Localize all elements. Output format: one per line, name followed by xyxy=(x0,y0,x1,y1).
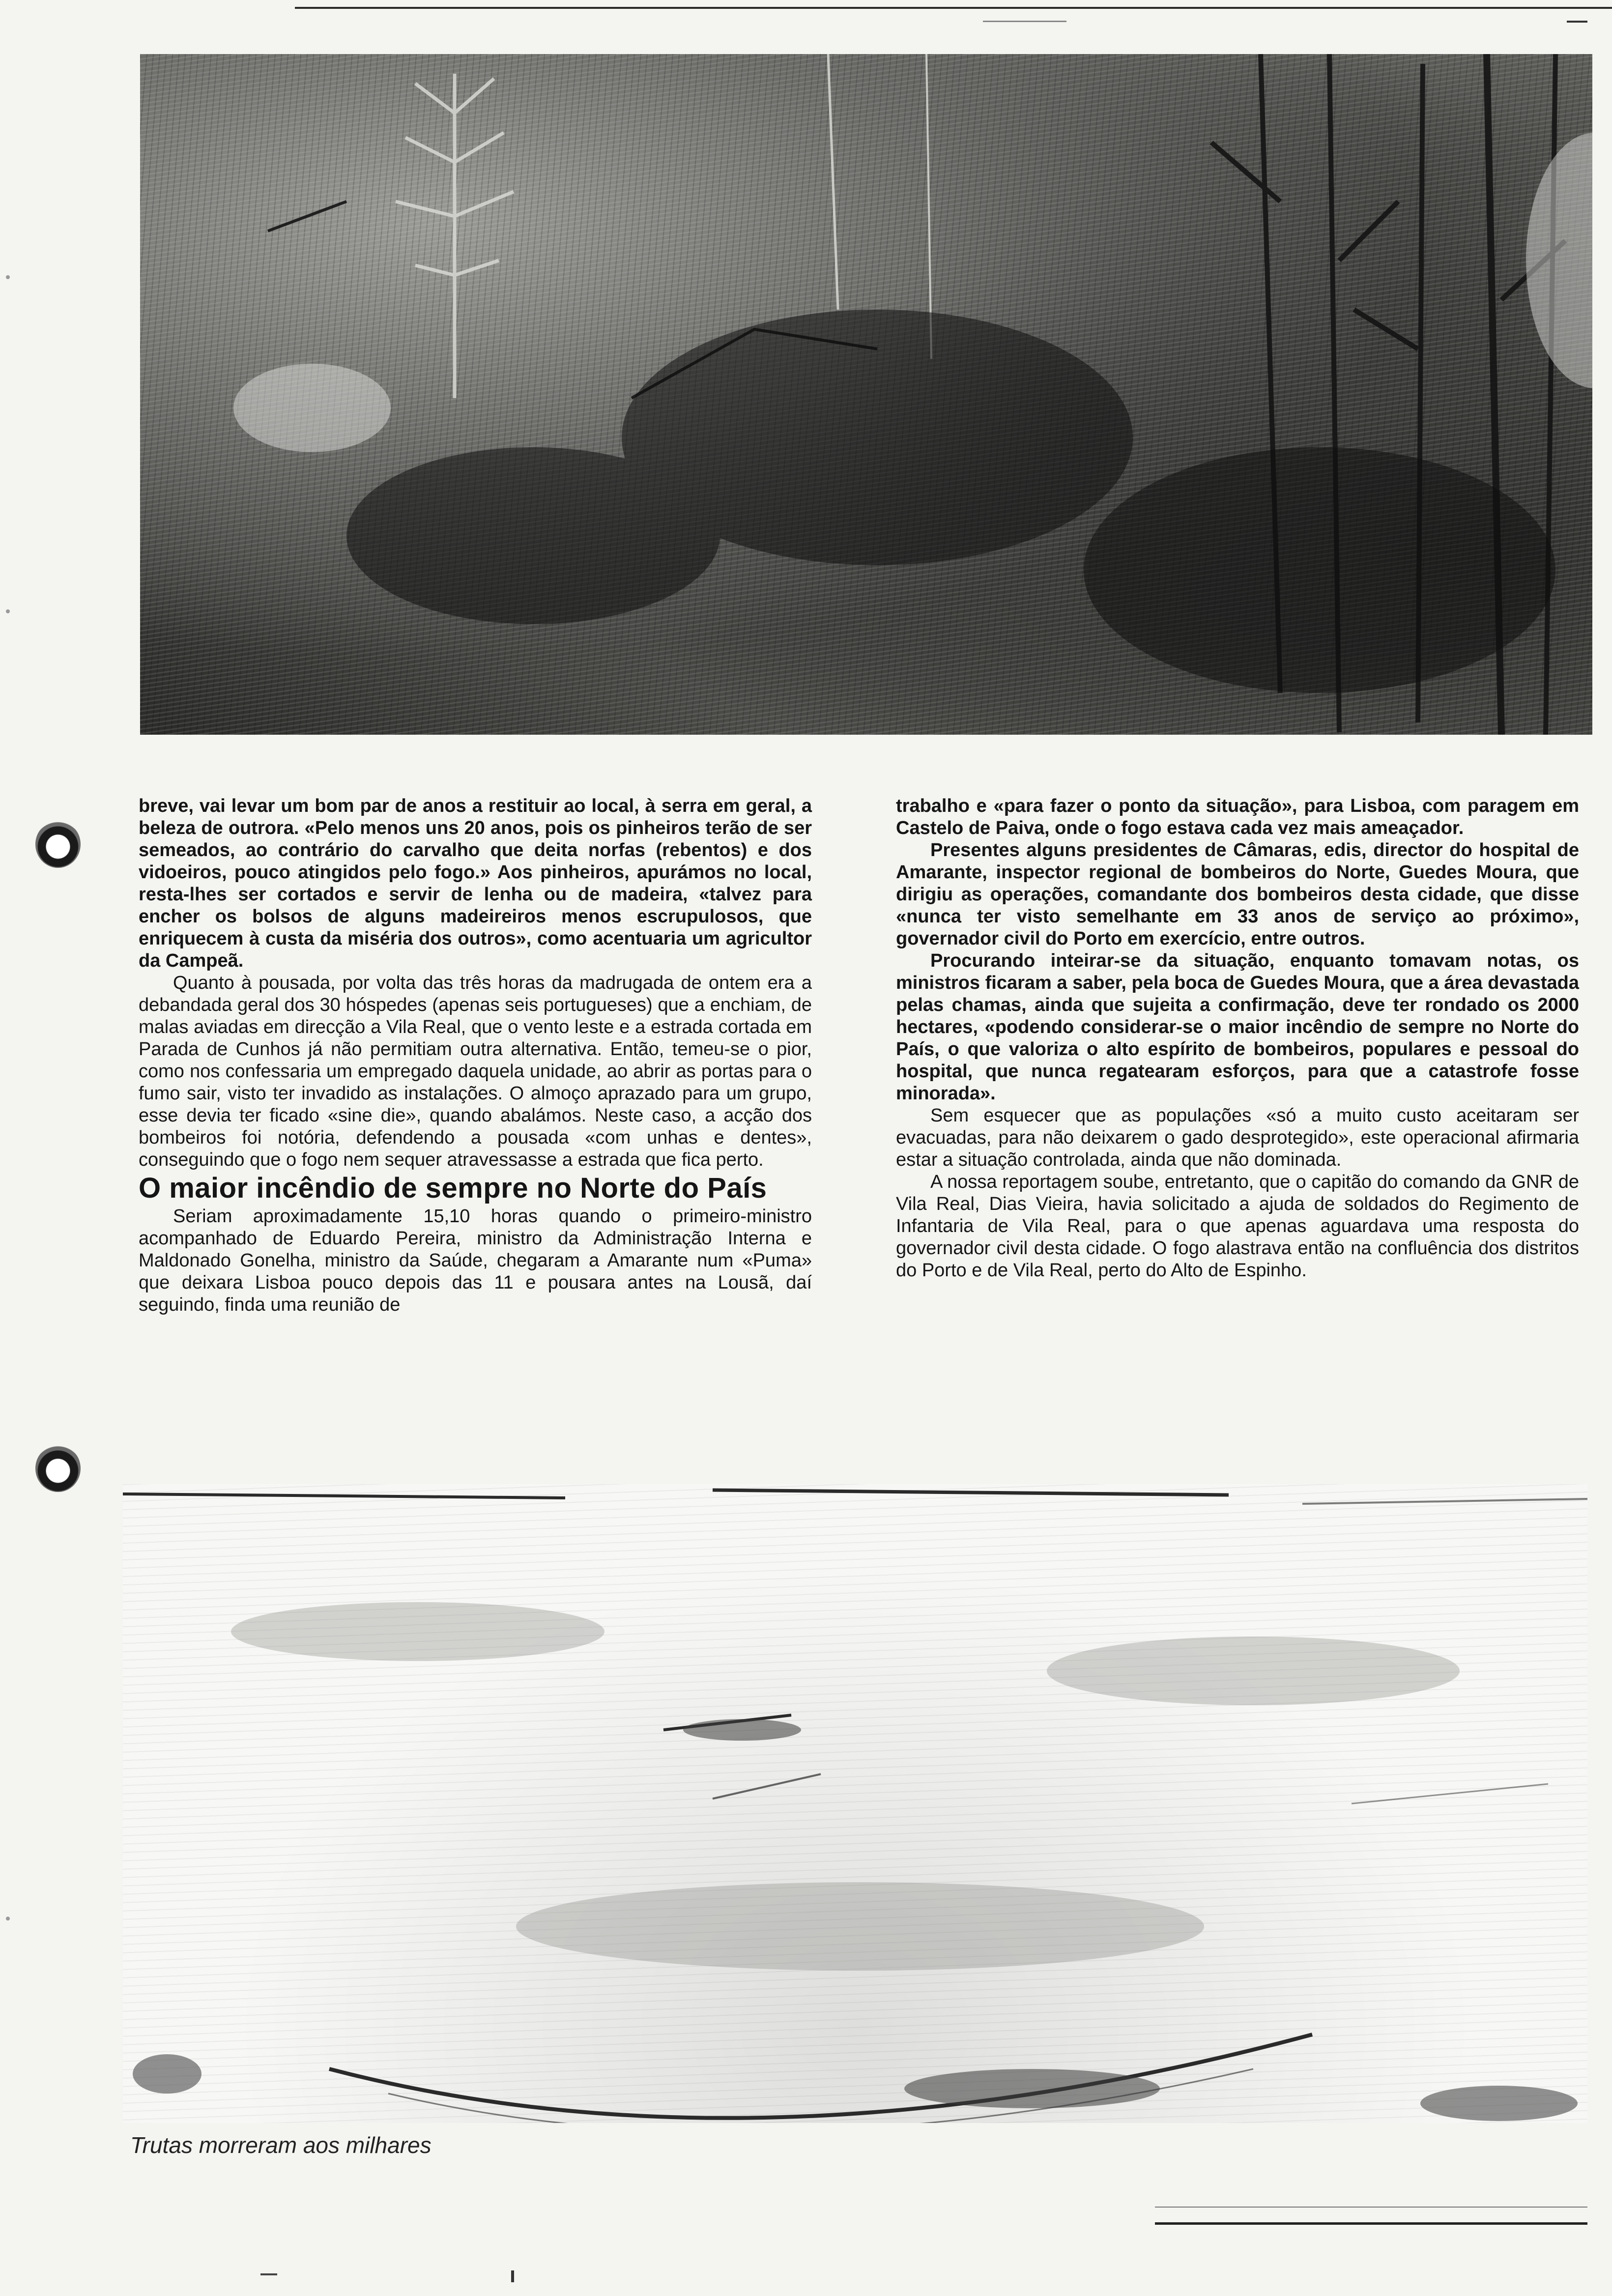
photo-caption: Trutas morreram aos milhares xyxy=(130,2132,432,2158)
paragraph: trabalho e «para fazer o ponto da situação», para Lisboa, com paragem em Castelo de Paiva, onde o fogo estava cada vez mais ameaçador. xyxy=(896,796,1579,838)
paragraph: Sem esquecer que as populações «só a muito custo aceitaram ser evacuadas, para não deixarem o gado desprotegido», este operacional afirmaria estar a situação controlada, ainda que não dominada. xyxy=(896,1105,1579,1170)
forest-photo-drawing xyxy=(140,54,1592,735)
punch-hole-lower xyxy=(35,1445,81,1492)
scan-speck xyxy=(6,1917,10,1921)
scan-top-mark xyxy=(983,21,1066,22)
paragraph: Seriam aproximadamente 15,10 horas quando o primeiro-ministro acompanhado de Eduardo Pereira, ministro da Administração Interna e Maldonado Gonelha, ministro da Saúde, chegaram a Amarante num «Puma» que deixara Lisboa pouco depois das 11 e pousara antes na Lousã, daí seguindo, finda uma reunião de xyxy=(139,1206,812,1315)
paragraph: Presentes alguns presidentes de Câmaras, edis, director do hospital de Amarante, inspector regional de bombeiros do Norte, Guedes Moura, que dirigiu as operações, comandante dos bombeiros desta cidade, que disse «nunca ter visto semelhante em 33 anos de serviço ao próximo», governador civil do Porto em exercício, entre outros. xyxy=(896,840,1579,949)
scan-speck xyxy=(6,275,10,279)
scan-top-dash xyxy=(1567,21,1587,23)
paragraph: Quanto à pousada, por volta das três horas da madrugada de ontem era a debandada geral dos 30 hóspedes (apenas seis portugueses) que a enchiam, de malas aviadas em direcção a Vila Real, que o vento leste e a estrada cortada em Parada de Cunhos já não permitiam outra alternativa. Então, temeu-se o pior, como nos confessaria um empregado daquela unidade, ao abrir as portas para o fumo sair, visto ter invadido as instalações. O almoço aprazado para um grupo, esse devia ter ficado «sine die», quando abalámos. Neste caso, a acção dos bombeiros foi notória, defendendo a pousada «com unhas e dentes», conseguindo que o fogo nem sequer atravessasse a estrada que fica perto. xyxy=(139,973,812,1170)
river-photo-drawing xyxy=(123,1484,1587,2123)
paragraph: A nossa reportagem soube, entretanto, que o capitão do comando da GNR de Vila Real, Dias Vieira, havia solicitado a ajuda de soldados do Regimento de Infantaria de Vila Real, para o que apenas aguardava uma resposta do governador civil desta cidade. O fogo alastrava então na confluência dos distritos do Porto e de Vila Real, perto do Alto de Espinho. xyxy=(896,1172,1579,1281)
paragraph: breve, vai levar um bom par de anos a restituir ao local, à serra em geral, a beleza de outrora. «Pelo menos uns 20 anos, pois os pinheiros terão de ser semeados, ao contrário do carvalho que deita norfas (rebentos) e dos vidoeiros, pouco atingidos pelo fogo.» Aos pinheiros, apurámos no local, resta-lhes ser cortados e servir de lenha ou de madeira, «talvez para encher os bolsos de alguns madeireiros menos escrupulosos, que enriquecem à custa da miséria dos outros», como acentuaria um agricultor da Campeã. xyxy=(139,796,812,971)
scan-top-rule xyxy=(295,7,1612,9)
footer-mark xyxy=(260,2273,277,2275)
footer-rule-thin xyxy=(1155,2207,1587,2208)
article-column-left xyxy=(139,795,812,1316)
burnt-forest-photo xyxy=(140,54,1592,735)
subheading: O maior incêndio de sempre no Norte do País xyxy=(139,1172,767,1204)
paragraph: Procurando inteirar-se da situação, enquanto tomavam notas, os ministros ficaram a saber, pela boca de Guedes Moura, que a área devastada pelas chamas, ainda que sujeita a confirmação, deve ter rondado os 2000 hectares, «podendo considerar-se o maior incêndio de sempre no Norte do País, o que valoriza o alto espírito de bombeiros, populares e pessoal do hospital, que nunca regatearam esforços, para que a catastrofe fosse minorada». xyxy=(896,950,1579,1104)
footer-rule xyxy=(1155,2222,1587,2225)
river-trout-photo xyxy=(123,1484,1587,2123)
scan-speck xyxy=(6,609,10,613)
footer-mark xyxy=(511,2270,514,2282)
punch-hole-upper xyxy=(35,821,81,868)
article-column-right xyxy=(896,795,1579,1282)
